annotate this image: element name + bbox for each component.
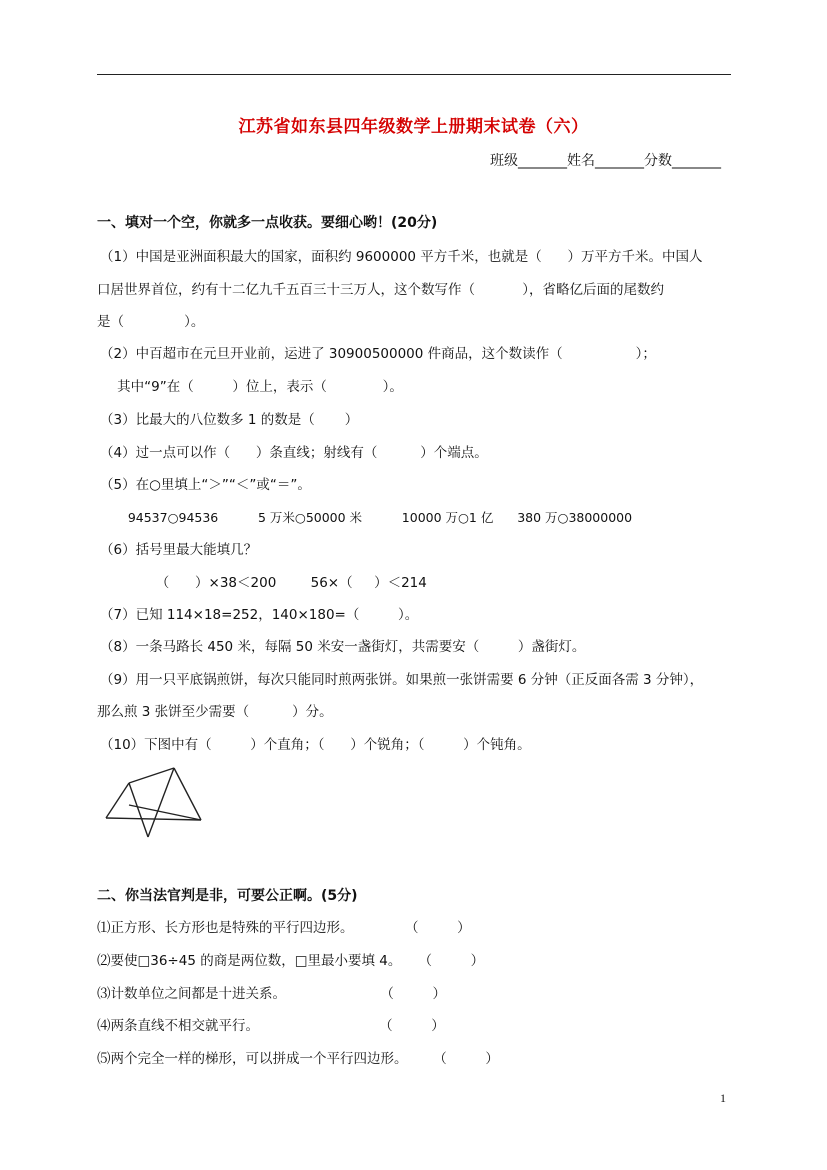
question-6-items: （ ）×38＜200 56×（ ）＜214 bbox=[100, 575, 427, 591]
judgement-5: ⑸两个完全一样的梯形，可以拼成一个平行四边形。 （ ） bbox=[97, 1051, 499, 1067]
question-3: （3）比最大的八位数多 1 的数是（ ） bbox=[100, 412, 359, 428]
question-4: （4）过一点可以作（ ）条直线；射线有（ ）个端点。 bbox=[100, 445, 488, 461]
question-2-line-2: 其中“9”在（ ）位上，表示（ ）。 bbox=[100, 379, 403, 395]
page-title: 江苏省如东县四年级数学上册期末试卷（六） bbox=[238, 117, 589, 137]
question-1-line-2: 口居世界首位，约有十二亿九千五百三十三万人，这个数写作（ ），省略亿后面的尾数约 bbox=[97, 282, 664, 298]
figure-edge bbox=[129, 783, 148, 837]
section-1-heading: 一、填对一个空，你就多一点收获。要细心哟！(20分) bbox=[97, 215, 438, 231]
question-1-line-3: 是（ ）。 bbox=[97, 314, 205, 330]
question-5-items: 94537○94536 5 万米○50000 米 10000 万○1 亿 380 万○38000000 bbox=[100, 510, 633, 525]
judgement-4: ⑷两条直线不相交就平行。 （ ） bbox=[97, 1018, 445, 1034]
question-2-line-1: （2）中百超市在元旦开业前，运进了 30900500000 件商品，这个数读作（ ）； bbox=[100, 346, 656, 362]
angles-figure bbox=[100, 762, 210, 842]
figure-edge bbox=[106, 783, 129, 818]
question-6: （6）括号里最大能填几？ bbox=[100, 542, 258, 558]
student-info-line: 班级_______姓名_______分数_______ bbox=[490, 153, 721, 169]
section-2-heading: 二、你当法官判是非，可要公正啊。(5分) bbox=[97, 888, 358, 904]
question-5: （5）在○里填上“＞”“＜”或“＝”。 bbox=[100, 477, 311, 493]
figure-edge bbox=[106, 818, 201, 820]
page-number: 1 bbox=[720, 1091, 726, 1105]
figure-edge bbox=[129, 768, 174, 783]
header-rule bbox=[97, 74, 731, 75]
judgement-3: ⑶计数单位之间都是十进关系。 （ ） bbox=[97, 986, 447, 1002]
judgement-2: ⑵要使□36÷45 的商是两位数，□里最小要填 4。 （ ） bbox=[97, 953, 485, 969]
question-9-line-2: 那么煎 3 张饼至少需要（ ）分。 bbox=[97, 704, 333, 720]
question-10: （10）下图中有（ ）个直角；（ ）个锐角；（ ）个钝角。 bbox=[100, 737, 531, 753]
judgement-1: ⑴正方形、长方形也是特殊的平行四边形。 （ ） bbox=[97, 920, 471, 936]
figure-edge bbox=[148, 768, 174, 837]
figure-edge bbox=[174, 768, 201, 820]
question-7: （7）已知 114×18=252，140×180=（ ）。 bbox=[100, 607, 419, 623]
question-1-line-1: （1）中国是亚洲面积最大的国家，面积约 9600000 平方千米，也就是（ ）万平方千米。中国人 bbox=[100, 249, 703, 265]
question-9-line-1: （9）用一只平底锅煎饼，每次只能同时煎两张饼。如果煎一张饼需要 6 分钟（正反面各需 3 分钟）， bbox=[100, 672, 704, 688]
question-8: （8）一条马路长 450 米，每隔 50 米安一盏街灯，共需要安（ ）盏街灯。 bbox=[100, 639, 586, 655]
